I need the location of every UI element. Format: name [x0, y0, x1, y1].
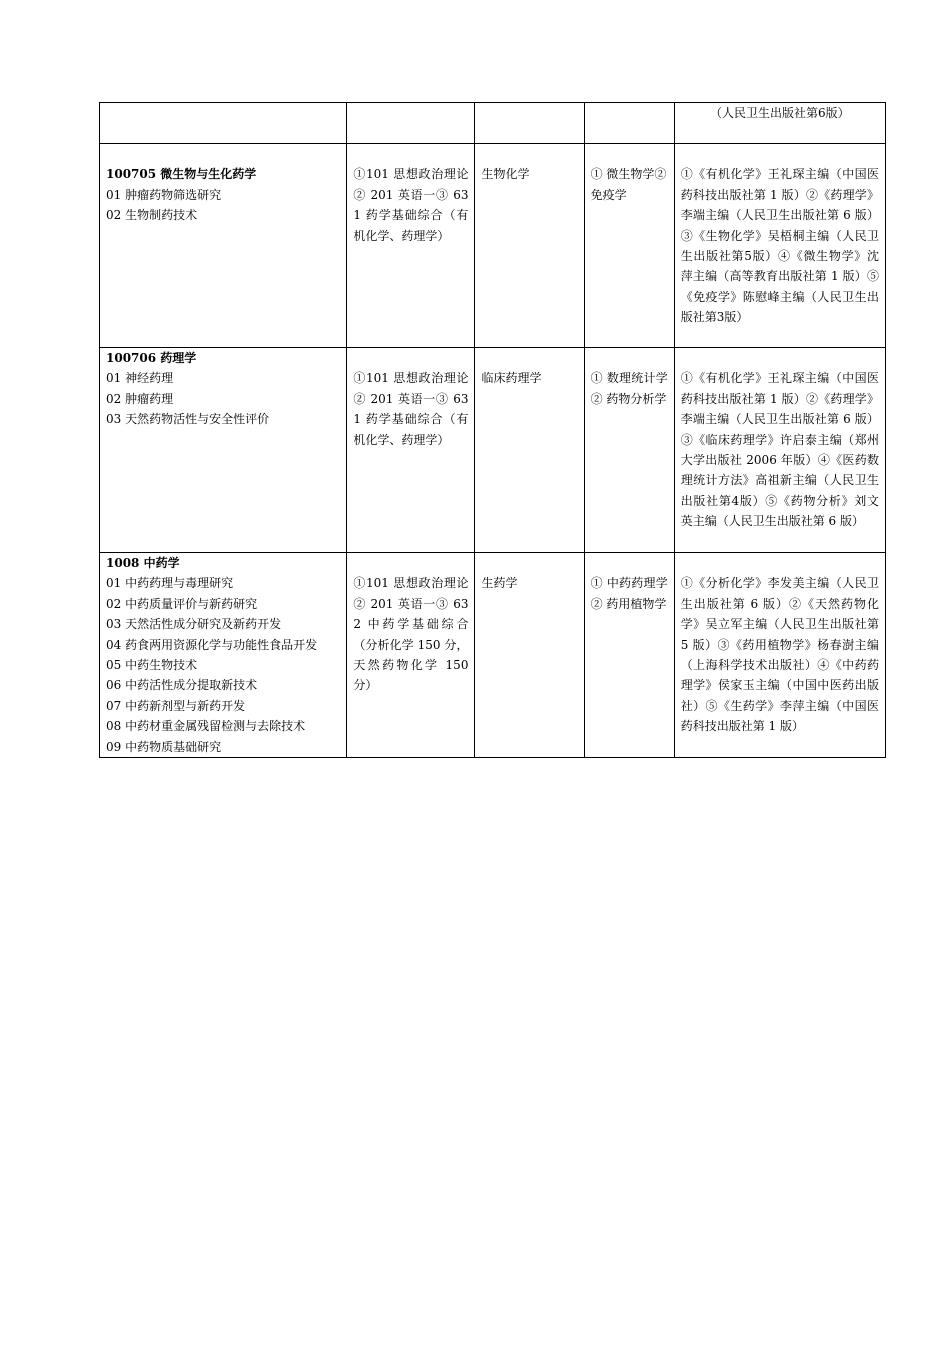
reference-continuation-text: （人民卫生出版社第6版） [710, 106, 850, 120]
graduate-catalog-table [99, 102, 886, 758]
research-direction: 08 中药材重金属残留检测与去除技术 [106, 719, 306, 734]
exam-subjects-cell [347, 348, 475, 553]
research-direction: 03 天然药物活性与安全性评价 [106, 412, 270, 427]
major-title: 100706 药理学 [106, 351, 197, 365]
research-direction: 01 神经药理 [106, 371, 174, 386]
continuation-row [100, 103, 886, 144]
major-cell [100, 553, 347, 758]
research-direction: 06 中药活性成分提取新技术 [106, 678, 258, 693]
research-direction: 01 肿瘤药物筛选研究 [106, 187, 222, 202]
major-row [100, 144, 886, 348]
references-cell [674, 144, 885, 348]
research-direction: 03 天然活性成分研究及新药开发 [106, 617, 282, 632]
equivalent-subjects-cell [584, 144, 674, 348]
retest-subject-cell [475, 144, 584, 348]
equivalent-subjects: ① 数理统计学② 药物分析学 [590, 371, 668, 406]
retest-subject: 生药学 [481, 576, 518, 591]
major-cell [100, 144, 347, 348]
references-cell [674, 553, 885, 758]
exam-subjects-cell [347, 144, 475, 348]
exam-subjects: ①101 思想政治理论② 201 英语一③ 632 中药学基础综合（分析化学 150 分，天然药物化学 150 分） [353, 576, 469, 693]
research-direction: 07 中药新剂型与新药开发 [106, 698, 246, 713]
retest-subject-cell [475, 553, 584, 758]
equivalent-subjects-cell [584, 348, 674, 553]
reference-books: ①《分析化学》李发美主编（人民卫生出版社第 6 版）②《天然药物化学》吴立军主编（人民卫生出版社第 5 版）③《药用植物学》杨春澍主编（上海科学技术出版社）④《中药药理学》侯家玉主编（中国中医药出版社）⑤《生药学》李萍主编（中国医药科技出版社第 1 版） [680, 576, 879, 734]
equivalent-subjects: ① 微生物学② 免疫学 [590, 167, 667, 202]
major-row [100, 553, 886, 758]
research-direction: 09 中药物质基础研究 [106, 739, 222, 754]
retest-subject: 临床药理学 [481, 371, 542, 386]
reference-books: ①《有机化学》王礼琛主编（中国医药科技出版社第 1 版）②《药理学》李端主编（人民卫生出版社第 6 版）③《生物化学》吴梧桐主编（人民卫生出版社第5版）④《微生物学》沈萍主编（高等教育出版社第 1 版）⑤《免疫学》陈慰峰主编（人民卫生出版社第3版） [680, 167, 879, 325]
references-cell [674, 348, 885, 553]
empty-cell [347, 103, 475, 144]
research-direction: 02 生物制药技术 [106, 208, 198, 223]
equivalent-subjects: ① 中药药理学② 药用植物学 [590, 576, 668, 611]
equivalent-subjects-cell [584, 553, 674, 758]
research-direction: 04 药食两用资源化学与功能性食品开发 [106, 637, 318, 652]
research-direction: 02 肿瘤药理 [106, 391, 174, 406]
reference-continuation-cell [674, 103, 885, 144]
major-cell [100, 348, 347, 553]
research-direction: 02 中药质量评价与新药研究 [106, 596, 258, 611]
research-direction: 01 中药药理与毒理研究 [106, 576, 234, 591]
research-direction: 05 中药生物技术 [106, 658, 198, 673]
empty-cell [100, 103, 347, 144]
reference-books: ①《有机化学》王礼琛主编（中国医药科技出版社第 1 版）②《药理学》李端主编（人民卫生出版社第 6 版）③《临床药理学》许启泰主编（郑州大学出版社 2006 年版）④《医药数理统计方法》高祖新主编（人民卫生出版社第4版）⑤《药物分析》刘文英主编（人民卫生出版社第 6 版） [680, 371, 879, 529]
retest-subject-cell [475, 348, 584, 553]
empty-cell [584, 103, 674, 144]
major-row [100, 348, 886, 553]
retest-subject: 生物化学 [481, 167, 530, 182]
exam-subjects-cell [347, 553, 475, 758]
major-title: 1008 中药学 [106, 556, 180, 570]
exam-subjects: ①101 思想政治理论② 201 英语一③ 631 药学基础综合（有机化学、药理学） [353, 371, 469, 447]
empty-cell [475, 103, 584, 144]
exam-subjects: ①101 思想政治理论② 201 英语一③ 631 药学基础综合（有机化学、药理学） [353, 167, 469, 243]
major-title: 100705 微生物与生化药学 [106, 167, 257, 182]
